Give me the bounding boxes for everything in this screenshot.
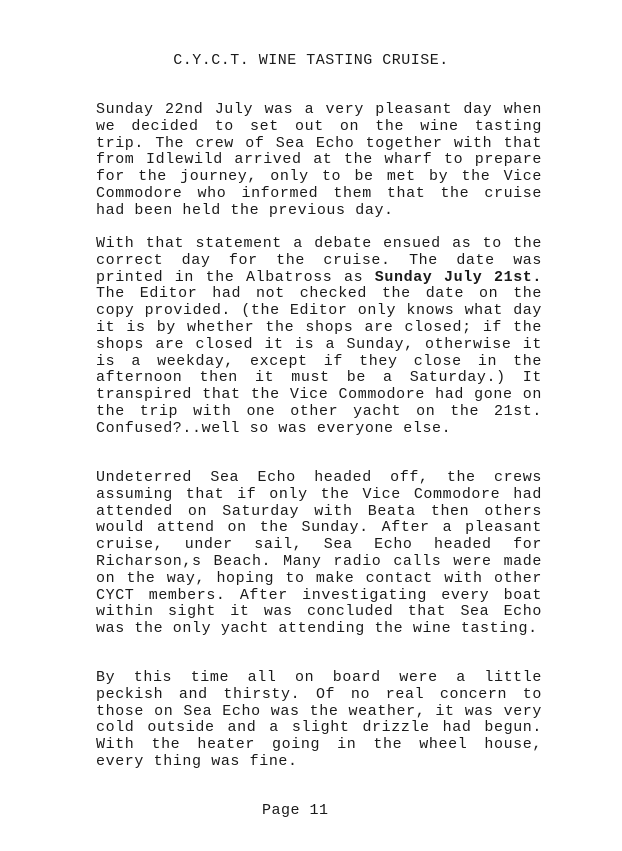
paragraph-2-text-start: With that statement a debate ensued as to the correct day for the cruise. The date was printed in the Albatross as: [96, 235, 542, 286]
paragraph-2-bold-date: Sunday July 21st.: [374, 268, 542, 286]
paragraph-1: Sunday 22nd July was a very pleasant day when we decided to set out on the wine tasting trip. The crew of Sea Echo together with that from Idlewild arrived at the wharf to prepare for the journey, only to be met by the Vice Commodore who informed them that the cruise had been held the previous day.: [96, 101, 542, 219]
paragraph-2-text-end: The Editor had not checked the date on the copy provided. (the Editor only knows what day it is by whether the shops are closed; if the shops are closed it is a Sunday, otherwise it is a weekday, except if they close in the afternoon then it must be a Saturday.) It transpired that the Vice Commodore had gone on the trip with one other yacht on the 21st. Confused?..well so was everyone else.: [96, 285, 542, 437]
paragraph-4: By this time all on board were a little peckish and thirsty. Of no real concern to those on Sea Echo was the weather, it was very cold outside and a slight drizzle had begun. With the heater going in the wheel house, every thing was fine.: [96, 669, 542, 770]
document-title: C.Y.C.T. WINE TASTING CRUISE.: [173, 52, 449, 69]
paragraph-3: Undeterred Sea Echo headed off, the crews assuming that if only the Vice Commodore had attended on Saturday with Beata then others would attend on the Sunday. After a pleasant cruise, under sail, Sea Echo headed for Richarson,s Beach. Many radio calls were made on the way, hoping to make contact with other CYCT members. After investigating every boat within sight it was concluded that Sea Echo was the only yacht attending the wine tasting.: [96, 469, 542, 638]
paragraph-2: [96, 236, 542, 438]
page-number: Page 11: [262, 802, 329, 819]
